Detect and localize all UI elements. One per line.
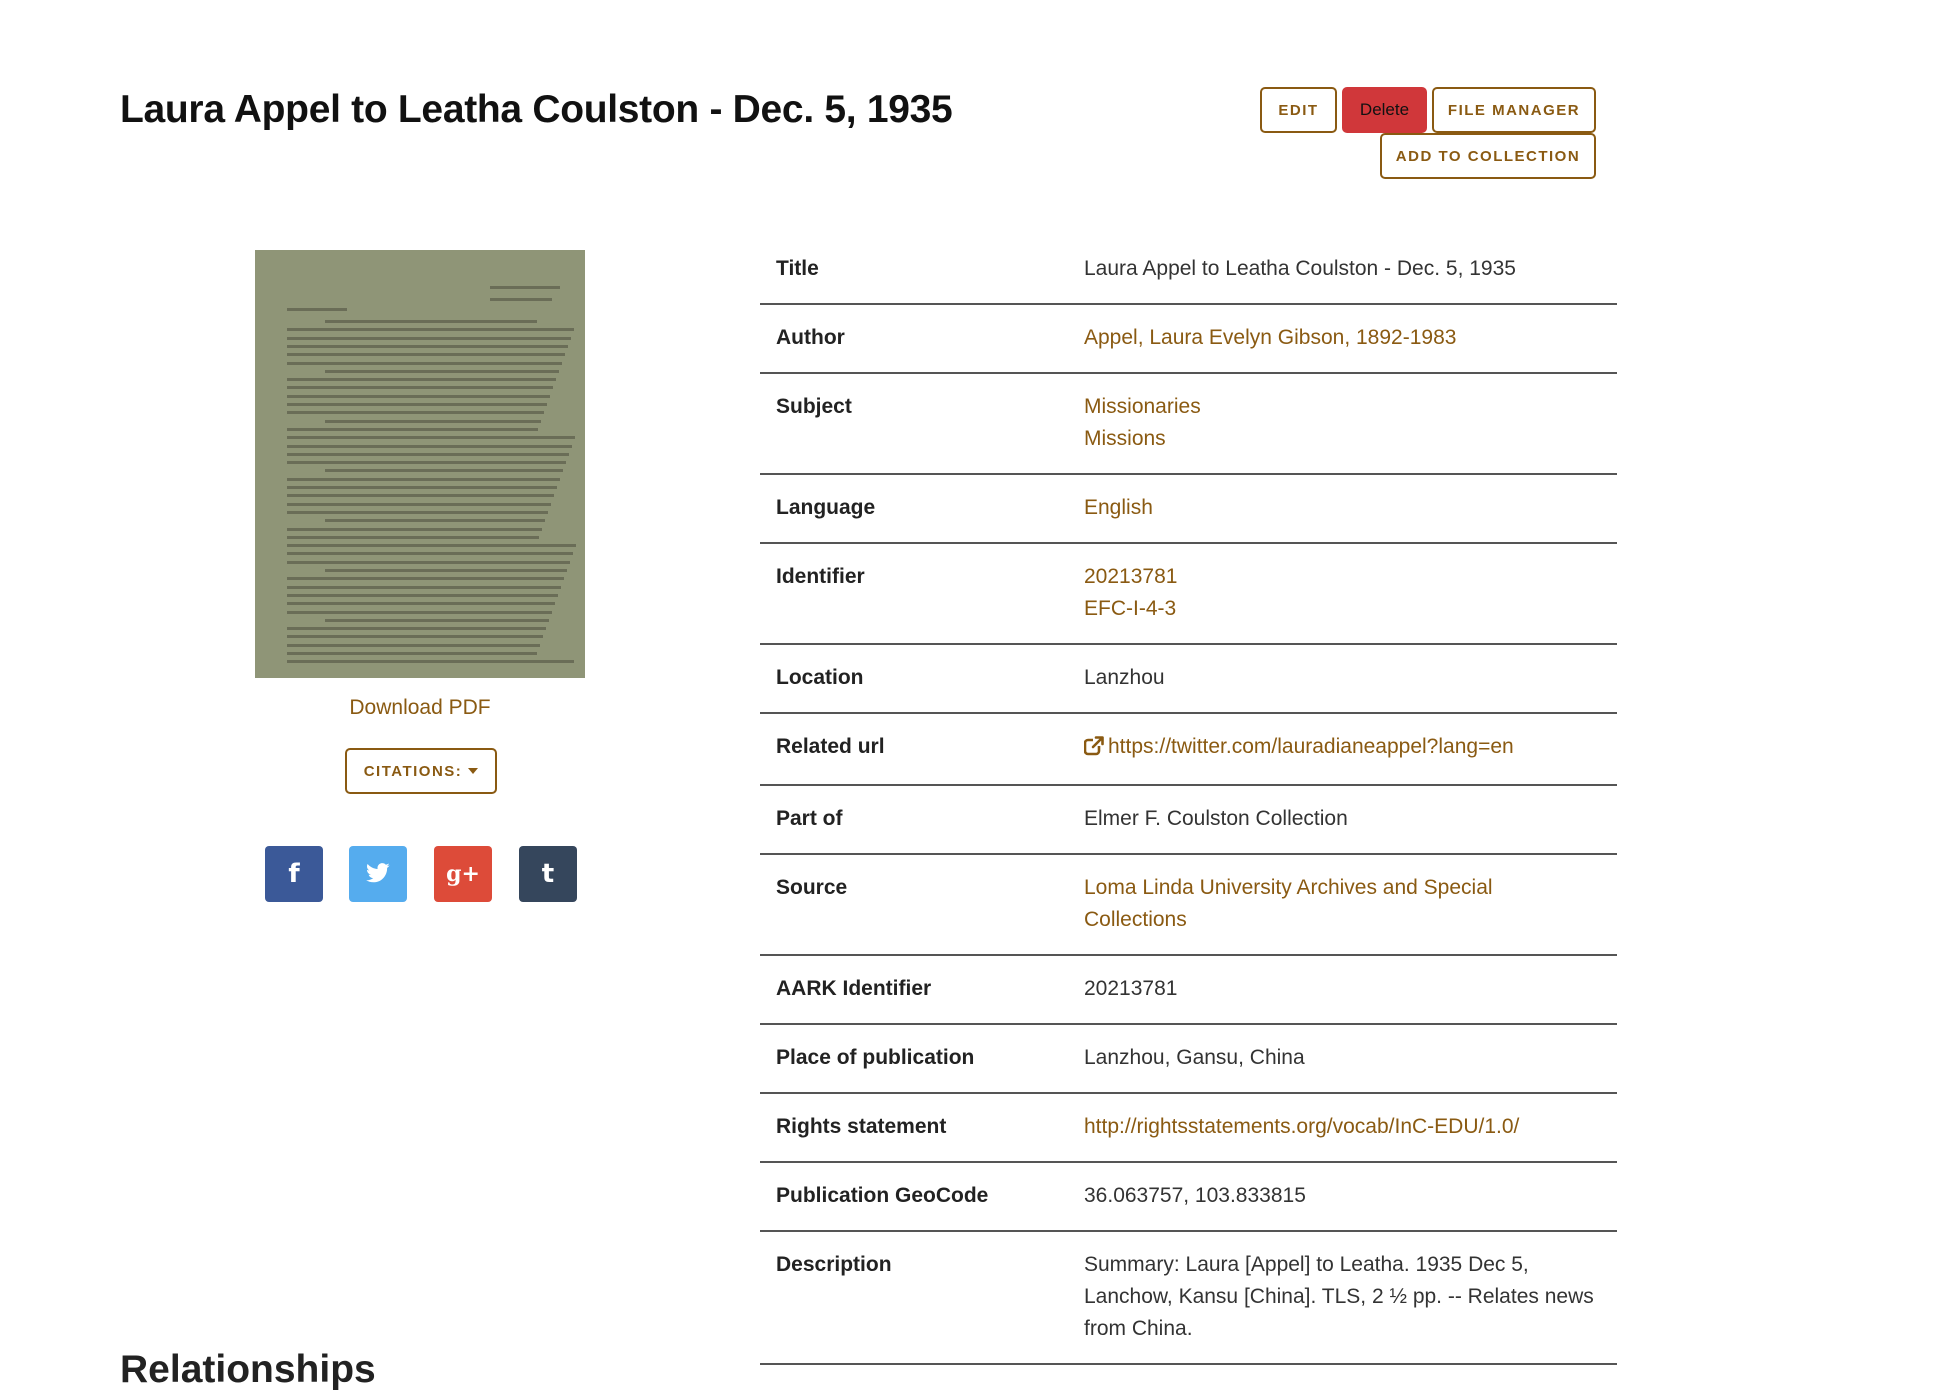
metadata-value-text: EFC-I-4-3 <box>1084 597 1177 620</box>
metadata-value <box>1084 973 1601 1005</box>
metadata-values <box>1084 1111 1601 1143</box>
metadata-value-link[interactable] <box>1084 492 1601 524</box>
metadata-row <box>760 1025 1617 1094</box>
document-thumbnail[interactable] <box>255 250 585 678</box>
metadata-row <box>760 374 1617 475</box>
metadata-row <box>760 544 1617 645</box>
twitter-icon <box>366 859 390 890</box>
metadata-value-text: https://twitter.com/lauradianeappel?lang=en <box>1108 735 1514 758</box>
metadata-label: Author <box>776 326 845 349</box>
metadata-row <box>760 1232 1617 1365</box>
metadata-value-link[interactable] <box>1084 322 1601 354</box>
metadata-value-link[interactable] <box>1084 423 1601 455</box>
metadata-value-link[interactable] <box>1084 561 1601 593</box>
metadata-value <box>1084 662 1601 694</box>
metadata-label: Source <box>776 876 848 899</box>
metadata-values <box>1084 561 1601 625</box>
download-pdf-link[interactable]: Download PDF <box>349 696 491 719</box>
metadata-value-link[interactable] <box>1084 731 1601 766</box>
metadata-value-text: Missions <box>1084 427 1166 450</box>
metadata-value-text: Loma Linda University Archives and Special Collections <box>1084 876 1493 931</box>
metadata-label: Location <box>776 666 864 689</box>
metadata-value <box>1084 1042 1601 1074</box>
metadata-values <box>1084 731 1601 766</box>
metadata-values <box>1084 1249 1601 1345</box>
twitter-share-button[interactable] <box>349 846 407 902</box>
page-title: Laura Appel to Leatha Coulston - Dec. 5, 1935 <box>120 88 953 131</box>
metadata-value-link[interactable] <box>1084 872 1601 936</box>
metadata-values <box>1084 492 1601 524</box>
metadata-label: Identifier <box>776 565 865 588</box>
metadata-row <box>760 305 1617 374</box>
metadata-values <box>1084 973 1601 1005</box>
metadata-value-link[interactable] <box>1084 391 1601 423</box>
add-to-collection-button[interactable]: ADD TO COLLECTION <box>1380 133 1596 179</box>
tumblr-share-button[interactable] <box>519 846 577 902</box>
metadata-value <box>1084 1249 1601 1345</box>
citations-dropdown[interactable] <box>345 748 497 794</box>
metadata-values <box>1084 803 1601 835</box>
metadata-label: Language <box>776 496 876 519</box>
metadata-value <box>1084 253 1601 285</box>
metadata-values <box>1084 1180 1601 1212</box>
metadata-value-text: 20213781 <box>1084 565 1178 588</box>
metadata-label: Title <box>776 257 819 280</box>
metadata-value <box>1084 1180 1601 1212</box>
relationships-heading: Relationships <box>120 1348 376 1390</box>
metadata-label: Place of publication <box>776 1046 975 1069</box>
metadata-label: Part of <box>776 807 843 830</box>
metadata-row <box>760 714 1617 786</box>
metadata-value-text: http://rightsstatements.org/vocab/InC-EDU/1.0/ <box>1084 1115 1520 1138</box>
metadata-label: Rights statement <box>776 1115 947 1138</box>
metadata-value-text: Elmer F. Coulston Collection <box>1084 807 1348 830</box>
metadata-values <box>1084 253 1601 285</box>
metadata-label: Subject <box>776 395 852 418</box>
metadata-values <box>1084 872 1601 936</box>
metadata-label: Publication GeoCode <box>776 1184 989 1207</box>
metadata-value-link[interactable] <box>1084 1111 1601 1143</box>
facebook-share-button[interactable] <box>265 846 323 902</box>
metadata-value-text: Lanzhou <box>1084 666 1165 689</box>
metadata-value-text: Appel, Laura Evelyn Gibson, 1892-1983 <box>1084 326 1457 349</box>
edit-button[interactable]: EDIT <box>1260 87 1337 133</box>
facebook-icon: f <box>288 859 300 889</box>
metadata-value-text: English <box>1084 496 1153 519</box>
metadata-row <box>760 786 1617 855</box>
metadata-label: Description <box>776 1253 892 1276</box>
metadata-row <box>760 645 1617 714</box>
metadata-values <box>1084 662 1601 694</box>
delete-button[interactable]: Delete <box>1342 87 1427 133</box>
metadata-table <box>760 236 1617 1365</box>
metadata-value-text: Missionaries <box>1084 395 1201 418</box>
google-plus-share-button[interactable] <box>434 846 492 902</box>
metadata-value-text: Lanzhou, Gansu, China <box>1084 1046 1305 1069</box>
metadata-row <box>760 1163 1617 1232</box>
metadata-row <box>760 236 1617 305</box>
metadata-row <box>760 855 1617 956</box>
metadata-row <box>760 1094 1617 1163</box>
metadata-value <box>1084 803 1601 835</box>
metadata-label: Related url <box>776 735 885 758</box>
metadata-value-text: Summary: Laura [Appel] to Leatha. 1935 Dec 5, Lanchow, Kansu [China]. TLS, 2 ½ pp. -- Relates news from China. <box>1084 1253 1594 1340</box>
metadata-values <box>1084 322 1601 354</box>
metadata-row <box>760 956 1617 1025</box>
file-manager-button[interactable]: FILE MANAGER <box>1432 87 1596 133</box>
external-link-icon <box>1084 734 1104 766</box>
citations-label: CITATIONS: <box>363 762 463 780</box>
metadata-value-text: 36.063757, 103.833815 <box>1084 1184 1306 1207</box>
metadata-row <box>760 475 1617 544</box>
google-plus-icon: g+ <box>446 861 480 887</box>
metadata-value-link[interactable] <box>1084 593 1601 625</box>
metadata-value-text: 20213781 <box>1084 977 1178 1000</box>
tumblr-icon: t <box>541 859 555 889</box>
caret-down-icon <box>468 768 478 774</box>
metadata-values <box>1084 391 1601 455</box>
metadata-label: AARK Identifier <box>776 977 932 1000</box>
metadata-values <box>1084 1042 1601 1074</box>
metadata-value-text: Laura Appel to Leatha Coulston - Dec. 5, 1935 <box>1084 257 1516 280</box>
